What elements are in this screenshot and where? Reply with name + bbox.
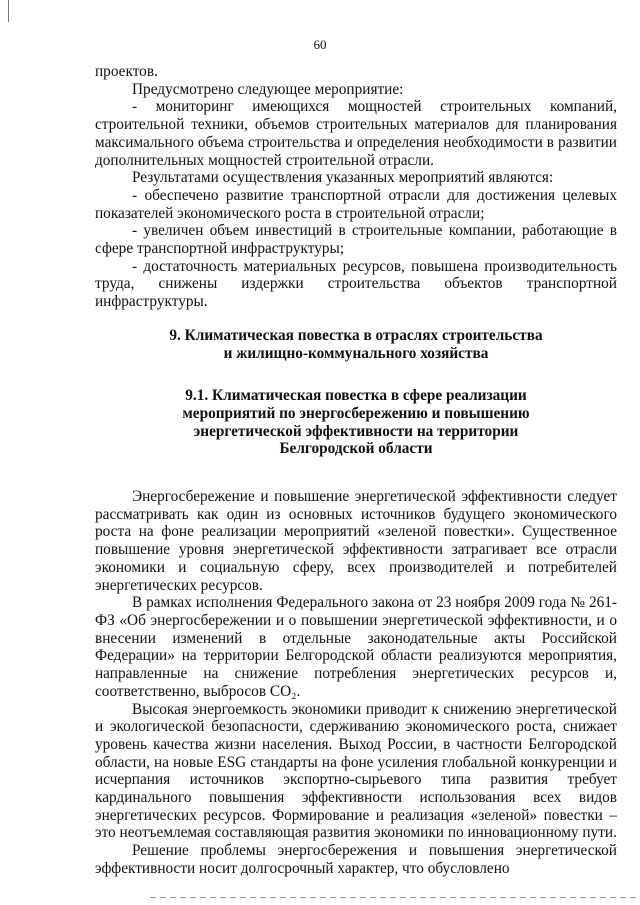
paragraph: Высокая энергоемкость экономики приводит к снижению энергетической и экологической безопасности, сдерживанию экономического роста, снижает уровень качества жизни населения. Выход России, в частности Белгородской области, на новые ESG стандарты на фоне усиления глобальной конкуренции и исчерпания источников экспортно-сырьевого типа развития требует кардинального повышения эффективности использования всех видов энергетических ресурсов. Формирование и реализация «зеленой» повестки – это неотъемлемая составляющая развития экономики по инновационному пути. bbox=[95, 700, 617, 842]
scan-bottom-artifact bbox=[150, 897, 640, 898]
list-item: - обеспечено развитие транспортной отрасли для достижения целевых показателей экономического роста в строительной отрасли; bbox=[95, 186, 617, 222]
section-heading-line: 9. Климатическая повестка в отраслях строительства bbox=[169, 326, 543, 344]
subsection-heading-line: мероприятий по энергосбережению и повышению bbox=[182, 404, 530, 422]
section-heading-line: и жилищно-коммунального хозяйства bbox=[223, 344, 489, 362]
paragraph: Предусмотрено следующее мероприятие: bbox=[132, 80, 404, 98]
section-heading bbox=[95, 327, 617, 362]
subsection-heading-line: энергетической эффективности на территории bbox=[193, 422, 519, 440]
paragraph: В рамках исполнения Федерального закона от 23 ноября 2009 года № 261-ФЗ «Об энергосбережении и о повышении энергетической эффективности, и о внесении изменений в отдельные законодательные акты Российской Федерации» на территории Белгородской области реализуются мероприятия, направленные на снижение потребления энергетических ресурсов и, соответственно, выбросов CO₂. bbox=[95, 594, 617, 700]
document-body bbox=[95, 63, 617, 878]
paragraph: Энергосбережение и повышение энергетической эффективности следует рассматривать как один из основных источников будущего экономического роста на фоне реализации мероприятий «зеленой повестки». Существенное повышение уровня энергетической эффективности затрагивает все отрасли экономики и социальную сферу, всех производителей и потребителей энергетических ресурсов. bbox=[95, 488, 617, 594]
scan-edge-mark bbox=[8, 0, 9, 22]
subsection-heading bbox=[95, 387, 617, 458]
list-item: - достаточность материальных ресурсов, повышена производительность труда, снижены издержки строительства объектов транспортной инфраструктуры. bbox=[95, 257, 617, 311]
paragraph: Результатами осуществления указанных мероприятий являются: bbox=[132, 169, 554, 187]
list-item: - увеличен объем инвестиций в строительные компании, работающие в сфере транспортной инфраструктуры; bbox=[95, 222, 617, 258]
page-number: 60 bbox=[313, 37, 327, 52]
subsection-heading-line: Белгородской области bbox=[279, 440, 433, 458]
list-item: - мониторинг имеющихся мощностей строительных компаний, строительной техники, объемов строительных материалов для планирования максимального объема строительства и определения необходимости в развитии дополнительных мощностей строительной отрасли. bbox=[95, 98, 617, 169]
paragraph: Решение проблемы энергосбережения и повышения энергетической эффективности носит долгосрочный характер, что обусловлено bbox=[95, 842, 617, 877]
paragraph-continuation: проектов. bbox=[95, 63, 158, 80]
subsection-heading-line: 9.1. Климатическая повестка в сфере реализации bbox=[185, 387, 527, 405]
